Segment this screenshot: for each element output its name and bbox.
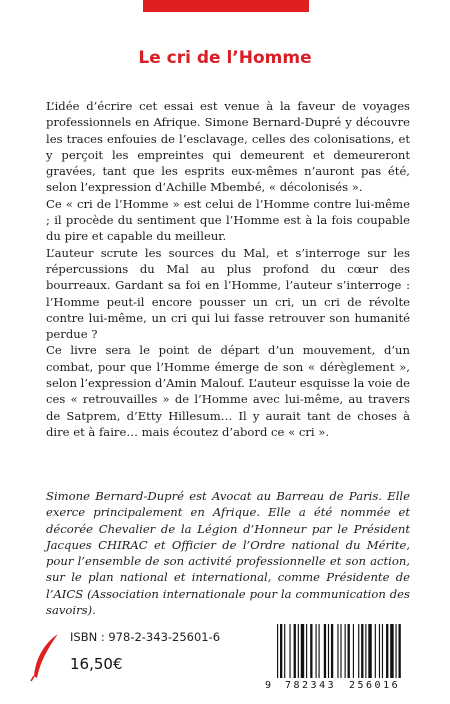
barcode-bar [277,624,278,678]
barcode-bar [301,624,304,678]
synopsis-paragraph: L’auteur scrute les sources du Mal, et s’interroge sur les répercussions du Mal au plus profond du cœur des bourreaux. Gardant sa foi en l’Homme, l’auteur s’interroge : l’Homme peut-il encore pousser un cri, un cri de révolte contre lui-même, un cri qui lui fasse retrouver son humanité perdue ? [46,245,410,342]
barcode-bar [298,624,299,678]
barcode-bar [399,624,401,678]
barcode-bar [396,624,397,678]
barcode-bar [353,624,354,678]
top-red-band [143,0,309,12]
book-title: Le cri de l’Homme [138,48,312,68]
barcode-lead-digit: 9 [265,680,272,691]
barcode-bar [324,624,326,678]
isbn-text: ISBN : 978-2-343-25601-6 [70,630,221,644]
barcode-bar [331,624,333,678]
synopsis-paragraph: Ce « cri de l’Homme » est celui de l’Homme contre lui-même ; il procède du sentiment que l’Homme est à la fois coupable du pire et capable du meilleur. [46,196,410,244]
synopsis [46,98,410,440]
barcode-right-group: 256016 [349,680,401,691]
barcode-bar [316,624,317,678]
barcode-bar [337,624,338,678]
synopsis-paragraph: L’idée d’écrire cet essai est venue à la faveur de voyages professionnels en Afrique. Simone Bernard-Dupré y découvre les traces enfouies de l’esclavage, celles des colonisations, et y perçoit les empreintes qui demeurent et demeureront gravées, tant que les esprits eux-mêmes n’auront pas été, selon l’expression d’Achille Mbembé, « décolonisés ». [46,99,410,195]
barcode-bar [390,624,393,678]
barcode-bar [365,624,366,678]
barcode-bar [280,624,282,678]
author-bio: Simone Bernard-Dupré est Avocat au Barreau de Paris. Elle exerce principalement en Afrique. Elle a été nommée et décorée Chevalier de la Légion d’Honneur par le Président Jacques CHIRAC et Officier de l’Ordre national du Mérite, pour l’ensemble de son activité professionnelle et son action, sur le plan national et international, comme Présidente de l’AICS (Association internationale pour la communication des savoirs). [46,489,410,618]
barcode-bar [368,624,371,678]
barcode-bars [263,622,423,680]
barcode-bar [361,624,363,678]
barcode-bar [386,624,388,678]
barcode-bar [319,624,320,678]
synopsis-paragraph: Ce livre sera le point de départ d’un mouvement, d’un combat, pour que l’Homme émerge de son « dérèglement », selon l’expression d’Amin Malouf. L’auteur esquisse la voie de ces « retrouvailles » de l’Homme avec lui-même, au travers de Satprem, d’Etty Hillesum… Il y aurait tant de choses à dire et à faire… mais écoutez d’abord ce « cri ». [46,343,410,439]
barcode-left-group: 782343 [285,680,337,691]
barcode-bar [294,624,296,678]
price-text: 16,50€ [70,655,123,673]
barcode [263,622,423,690]
barcode-bar [340,624,341,678]
barcode-bar [310,624,312,678]
barcode-bar [306,624,307,678]
barcode-bar [289,624,290,678]
barcode-bar [348,624,350,678]
barcode-bar [375,624,376,678]
barcode-bar [379,624,380,678]
barcode-bar [328,624,329,678]
barcode-bar [284,624,285,678]
barcode-bar [345,624,346,678]
barcode-bar [382,624,383,678]
quill-logo-icon [28,632,64,682]
barcode-bar [358,624,359,678]
